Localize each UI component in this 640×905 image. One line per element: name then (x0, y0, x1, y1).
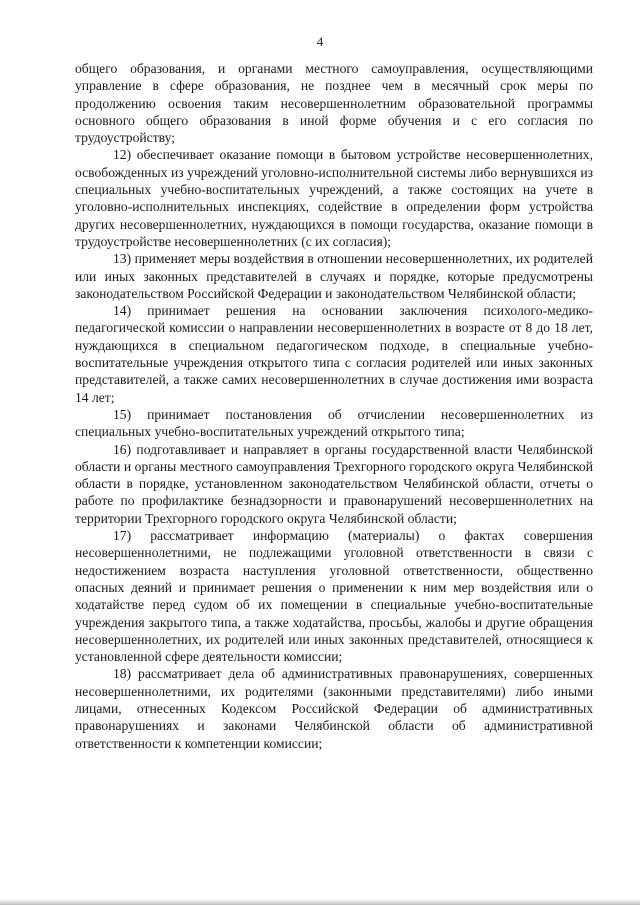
paragraph-item-17: 17) рассматривает информацию (материалы) о фактах совершения несовершеннолетними, не подлежащими уголовной ответственности в связи с недостижением возраста наступления уголовной ответственности, общественно опасных деяний и принимает решения о применении к ним мер воздействия или о ходатайстве перед судом об их помещении в специальные учебно-воспитательные учреждения закрытого типа, а также ходатайства, просьбы, жалобы и другие обращения несовершеннолетних, их родителей или иных законных представителей, относящиеся к установленной сфере деятельности комиссии; (75, 528, 593, 665)
document-body (75, 60, 593, 752)
paragraph-item-18: 18) рассматривает дела об административных правонарушениях, совершенных несовершеннолетними, их родителями (законными представителями) либо иными лицами, отнесенных Кодексом Российской Федерации об административных правонарушениях и законами Челябинской области об административной ответственности к компетенции комиссии; (75, 666, 593, 751)
paragraph-continuation: общего образования, и органами местного самоуправления, осуществляющими управление в сфере образования, не позднее чем в месячный срок меры по продолжению освоения таким несовершеннолетним образовательной программы основного общего образования в иной форме обучения и с его согласия по трудоустройству; (75, 61, 593, 146)
paragraph-item-15: 15) принимает постановления об отчислении несовершеннолетних из специальных учебно-воспитательных учреждений открытого типа; (75, 406, 593, 440)
scan-bottom-edge (0, 899, 640, 905)
paragraph-item-13: 13) применяет меры воздействия в отношении несовершеннолетних, их родителей или иных законных представителей в случаях и порядке, которые предусмотрены законодательством Российской Федерации и законодательством Челябинской области; (75, 251, 593, 301)
paragraph-item-14: 14) принимает решения на основании заключения психолого-медико-педагогической комиссии о направлении несовершеннолетних в возрасте от 8 до 18 лет, нуждающихся в специальном педагогическом подходе, в специальные учебно-воспитательные учреждения открытого типа с согласия родителей или иных законных представителей, а также самих несовершеннолетних в случае достижения ими возраста 14 лет; (75, 303, 593, 405)
paragraph-item-12: 12) обеспечивает оказание помощи в бытовом устройстве несовершеннолетних, освобожденных из учреждений уголовно-исполнительной системы либо вернувшихся из специальных учебно-воспитательных учреждений, а также состоящих на учете в уголовно-исполнительных инспекциях, содействие в определении форм устройства других несовершеннолетних, нуждающихся в помощи государства, оказание помощи в трудоустройстве несовершеннолетних (с их согласия); (75, 147, 593, 249)
page-number: 4 (316, 34, 324, 49)
paragraph-item-16: 16) подготавливает и направляет в органы государственной власти Челябинской области и органы местного самоуправления Трехгорного городского округа Челябинской области в порядке, установленном законодательством Челябинской области, отчеты о работе по профилактике безнадзорности и правонарушений несовершеннолетних на территории Трехгорного городского округа Челябинской области; (75, 441, 593, 526)
